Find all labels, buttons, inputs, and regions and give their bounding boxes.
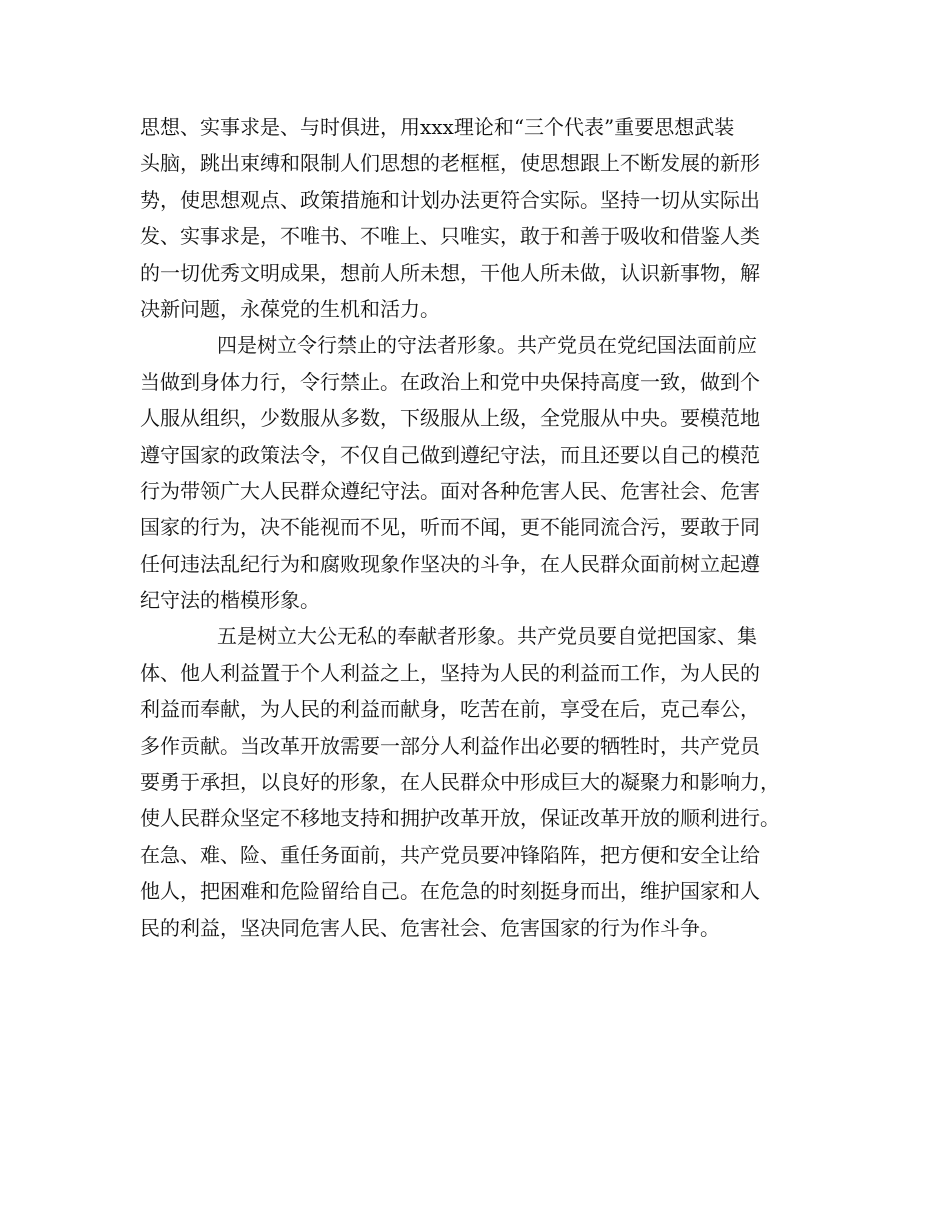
text-line: 利益而奉献，为人民的利益而献身，吃苦在前，享受在后，克己奉公， — [140, 697, 760, 722]
text-line: 多作贡献。当改革开放需要一部分人利益作出必要的牺牲时，共产党员 — [140, 733, 760, 758]
text-line: 行为带领广大人民群众遵纪守法。面对各种危害人民、危害社会、危害 — [140, 478, 760, 503]
text-line: 使人民群众坚定不移地支持和拥护改革开放，保证改革开放的顺利进行。 — [140, 806, 780, 831]
text-line: 决新问题，永葆党的生机和活力。 — [140, 296, 440, 321]
text-line: 当做到身体力行，令行禁止。在政治上和党中央保持高度一致，做到个 — [140, 369, 760, 394]
text-line: 体、他人利益置于个人利益之上，坚持为人民的利益而工作，为人民的 — [140, 660, 760, 685]
text-line: 民的利益，坚决同危害人民、危害社会、危害国家的行为作斗争。 — [140, 915, 720, 940]
text-line: 国家的行为，决不能视而不见，听而不闻，更不能同流合污，要敢于同 — [140, 515, 760, 540]
text-line: 在急、难、险、重任务面前，共产党员要冲锋陷阵，把方便和安全让给 — [140, 842, 760, 867]
text-line: 纪守法的楷模形象。 — [140, 588, 320, 613]
text-line: 任何违法乱纪行为和腐败现象作坚决的斗争，在人民群众面前树立起遵 — [140, 551, 760, 576]
text-line: 头脑，跳出束缚和限制人们思想的老框框，使思想跟上不断发展的新形 — [140, 151, 760, 176]
text-line: 发、实事求是，不唯书、不唯上、只唯实，敢于和善于吸收和借鉴人类 — [140, 224, 760, 249]
text-line: 人服从组织，少数服从多数，下级服从上级，全党服从中央。要模范地 — [140, 406, 760, 431]
text-line: 思想、实事求是、与时俱进，用xxx理论和“三个代表”重要思想武装 — [140, 115, 735, 139]
text-line: 的一切优秀文明成果，想前人所未想，干他人所未做，认识新事物，解 — [140, 260, 760, 285]
text-line: 要勇于承担，以良好的形象，在人民群众中形成巨大的凝聚力和影响力， — [140, 770, 780, 795]
paragraph-4-start: 四是树立令行禁止的守法者形象。共产党员在党纪国法面前应 — [217, 333, 757, 358]
body-text — [140, 109, 830, 946]
text-line: 他人，把困难和危险留给自己。在危急的时刻挺身而出，维护国家和人 — [140, 879, 760, 904]
text-line: 遵守国家的政策法令，不仅自己做到遵纪守法，而且还要以自己的模范 — [140, 442, 760, 467]
paragraph-5-start: 五是树立大公无私的奉献者形象。共产党员要自觉把国家、集 — [217, 624, 757, 649]
text-line: 势，使思想观点、政策措施和计划办法更符合实际。坚持一切从实际出 — [140, 187, 760, 212]
